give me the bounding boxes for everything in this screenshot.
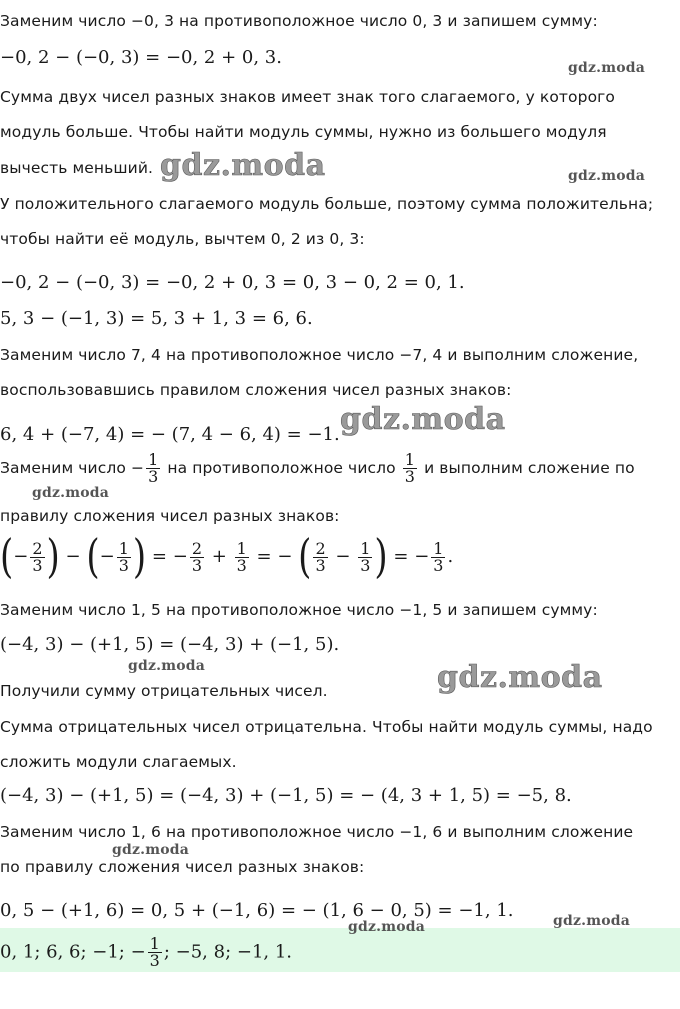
watermark: gdz.moda [568, 168, 646, 184]
minus-sign: − [65, 546, 81, 567]
minus-sign: − [13, 546, 29, 567]
frac-num: 2 [315, 538, 326, 558]
watermark: gdz.moda [568, 60, 646, 76]
text-line-3: Сумма двух чисел разных знаков имеет знак того слагаемого, у которого [0, 88, 615, 106]
text-line-16: Заменим число 1, 5 на противоположное число −1, 5 и запишем сумму: [0, 601, 598, 619]
minus-sign: − [277, 546, 293, 567]
text-line-6: У положительного слагаемого модуль больше, поэтому сумма положительна; [0, 195, 654, 213]
watermark-large: gdz.moda [437, 660, 603, 695]
answer-line [0, 936, 292, 969]
text-line-13-part-c: и выполним сложение по [424, 459, 635, 477]
text-line-20: сложить модули слагаемых. [0, 753, 237, 771]
text-line-1: Заменим число −0, 3 на противоположное число 0, 3 и запишем сумму: [0, 12, 598, 30]
frac-num: 1 [236, 538, 247, 558]
frac-num: 2 [32, 538, 43, 558]
period: . [447, 546, 454, 567]
frac-den: 3 [360, 555, 371, 575]
text-line-23: по правилу сложения чисел разных знаков: [0, 858, 365, 876]
text-line-5: вычесть меньший. [0, 159, 154, 177]
text-line-13 [0, 452, 635, 485]
watermark-large: gdz.moda [160, 148, 326, 183]
math-line-5: (−4, 3) − (+1, 5) = (−4, 3) + (−1, 5). [0, 634, 340, 655]
math-line-6: (−4, 3) − (+1, 5) = (−4, 3) + (−1, 5) = − (4, 3 + 1, 5) = −5, 8. [0, 785, 572, 806]
watermark-large: gdz.moda [340, 402, 506, 437]
fraction-equation: (− $\frac{2}{3}$ ) − (− $\frac{1}{3}$ ) = − $\frac{2}{3}$ + $\frac{1}{3}$ = − ( $\frac{2}{3}$ − $\frac{1}{3}$ ) = − $\frac{1}{3}$ . [0, 530, 454, 584]
fraction-denominator: 3 [404, 467, 416, 486]
text-line-18: Получили сумму отрицательных чисел. [0, 682, 328, 700]
watermark: gdz.moda [348, 919, 426, 935]
text-line-7: чтобы найти её модуль, вычтем 0, 2 из 0, 3: [0, 230, 365, 248]
frac-num: 1 [360, 538, 371, 558]
text-line-14: правилу сложения чисел разных знаков: [0, 507, 340, 525]
math-line-2: −0, 2 − (−0, 3) = −0, 2 + 0, 3 = 0, 3 − 0, 2 = 0, 1. [0, 272, 465, 293]
frac-num: 1 [433, 538, 444, 558]
frac-num: 1 [149, 934, 160, 953]
text-line-22: Заменим число 1, 6 на противоположное число −1, 6 и выполним сложение [0, 823, 634, 841]
frac-den: 3 [32, 555, 43, 575]
frac-den: 3 [433, 555, 444, 575]
math-line-7: 0, 5 − (+1, 6) = 0, 5 + (−1, 6) = − (1, 6 − 0, 5) = −1, 1. [0, 900, 514, 921]
text-line-4: модуль больше. Чтобы найти модуль суммы, нужно из большего модуля [0, 123, 607, 141]
fraction-denominator: 3 [148, 467, 159, 486]
minus-sign: − [99, 546, 115, 567]
text-line-10: Заменим число 7, 4 на противоположное число −7, 4 и выполним сложение, [0, 346, 639, 364]
plus-sign: + [211, 546, 227, 567]
watermark: gdz.moda [128, 658, 206, 674]
math-line-3: 5, 3 − (−1, 3) = 5, 3 + 1, 3 = 6, 6. [0, 308, 313, 329]
text-line-19: Сумма отрицательных чисел отрицательна. Чтобы найти модуль суммы, надо [0, 718, 653, 736]
math-line-4: 6, 4 + (−7, 4) = − (7, 4 − 6, 4) = −1. [0, 424, 340, 445]
equals-sign: = [256, 546, 272, 567]
fraction-one-third [146, 452, 160, 485]
equals-sign: = [393, 546, 409, 567]
fraction-numerator: 1 [148, 450, 159, 469]
text-line-11: воспользовавшись правилом сложения чисел разных знаков: [0, 381, 512, 399]
frac-den: 3 [149, 951, 160, 970]
watermark: gdz.moda [553, 913, 631, 929]
minus-sign: − [414, 546, 430, 567]
frac-num: 2 [191, 538, 203, 558]
minus-sign: − [172, 546, 188, 567]
fraction-one-third-positive [403, 452, 417, 485]
text-line-13-part-a: Заменим число − [0, 459, 145, 477]
answer-part-2: ; −5, 8; −1, 1. [163, 941, 293, 963]
text-line-13-part-b: на противоположное число [167, 459, 396, 477]
equals-sign: = [151, 546, 168, 567]
frac-den: 3 [236, 555, 247, 575]
minus-sign: − [335, 546, 351, 567]
answer-part-1: 0, 1; 6, 6; −1; − [0, 941, 146, 963]
frac-den: 3 [315, 555, 326, 575]
frac-num: 1 [118, 538, 129, 558]
math-line-1: −0, 2 − (−0, 3) = −0, 2 + 0, 3. [0, 47, 282, 68]
watermark: gdz.moda [32, 485, 110, 501]
frac-den: 3 [191, 555, 203, 575]
frac-den: 3 [118, 555, 129, 575]
watermark: gdz.moda [112, 842, 190, 858]
fraction-numerator: 1 [404, 450, 416, 469]
